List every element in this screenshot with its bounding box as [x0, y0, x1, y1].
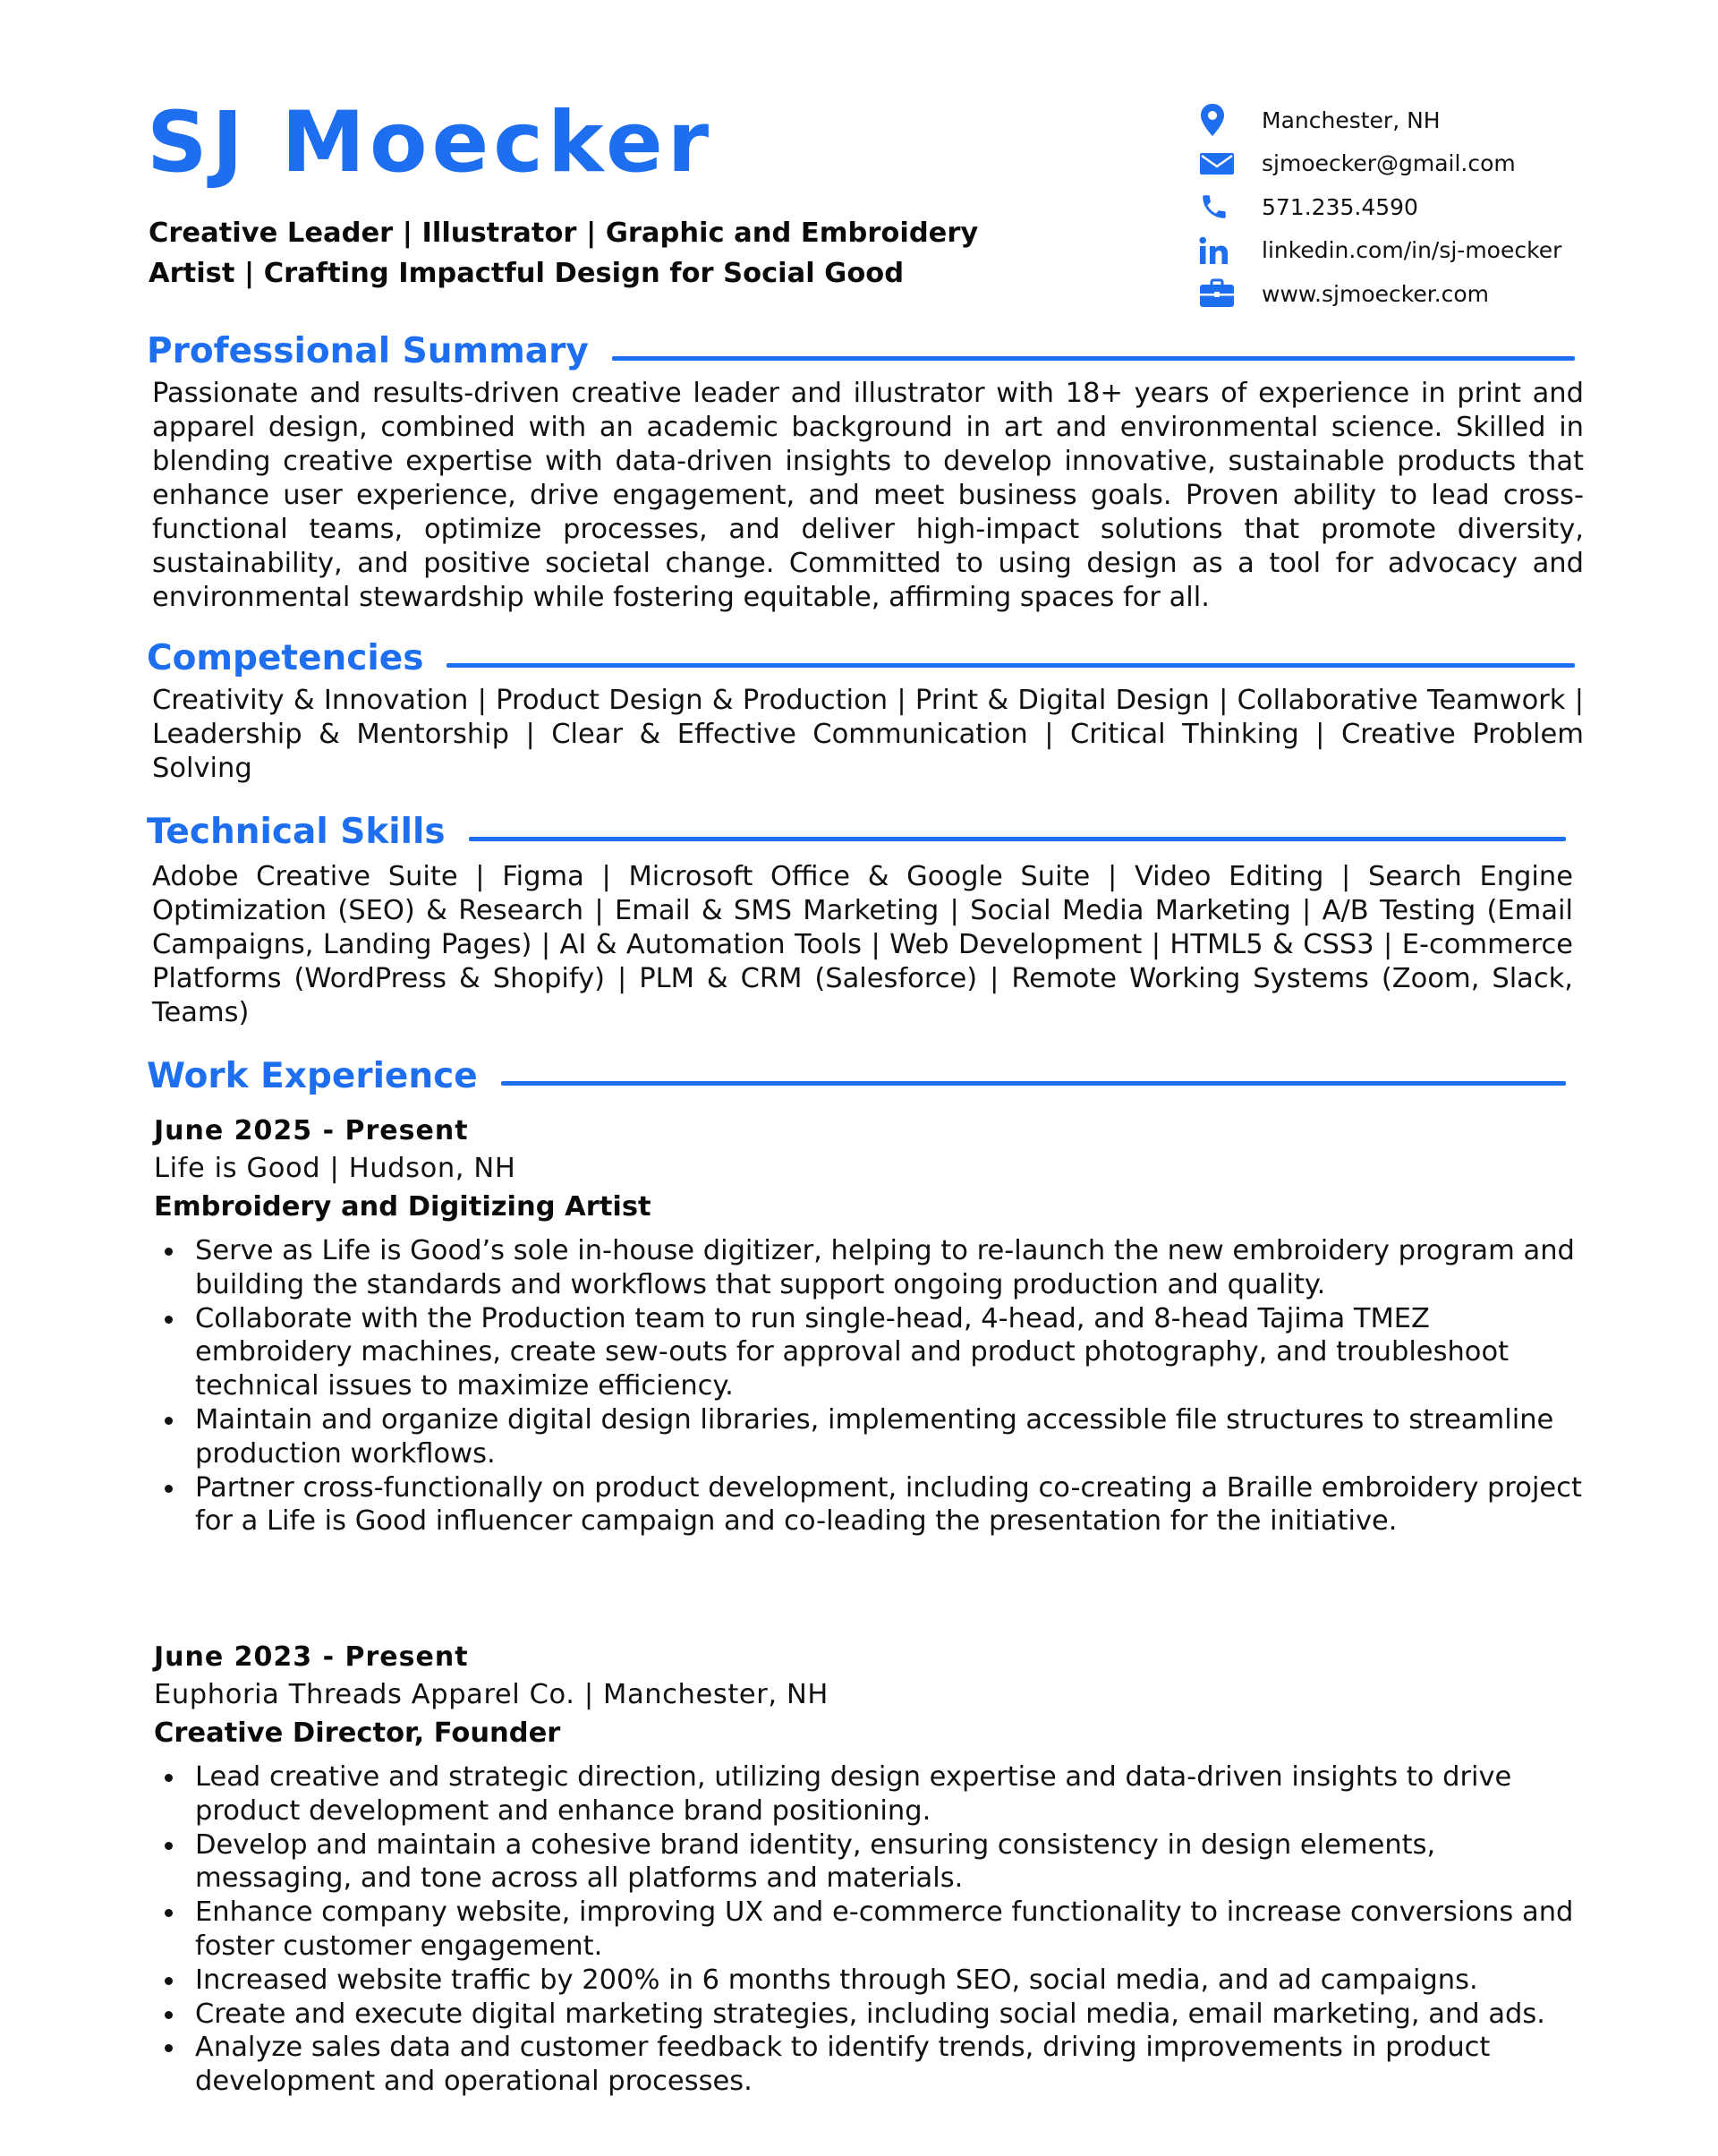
competencies-text: Creativity & Innovation | Product Design & Production | Print & Digital Design | Collaborative Teamwork | Leadership & Mentorship | Clear & Effective Communication | Critical Thinking | Creative Problem Solving [152, 685, 1584, 784]
contact-phone-text[interactable]: 571.235.4590 [1262, 193, 1418, 220]
bullet-item: Analyze sales data and customer feedback to identify trends, driving improvements in product development and operational processes. [154, 2031, 1586, 2099]
summary-section-header [147, 331, 1575, 371]
technical-skills-section-header [147, 812, 1566, 852]
summary-text: Passionate and results-driven creative leader and illustrator with 18+ years of experience in print and apparel design, combined with an academic background in art and environmental science. Skilled in blending creative expertise with data-driven insights to develop innovative, sustainable products that enhance user experience, drive engagement, and meet business goals. Proven ability to lead cross-functional teams, optimize processes, and deliver high-impact solutions that promote diversity, sustainability, and positive societal change. Committed to using design as a tool for advocacy and environmental stewardship while fostering equitable, affirming spaces for all. [152, 378, 1584, 613]
contact-email-text[interactable]: sjmoecker@gmail.com [1262, 150, 1516, 177]
headline-line-2: Artist | Crafting Impactful Design for Social Good [149, 258, 905, 289]
bullet-item: Maintain and organize digital design libraries, implementing accessible file structures to streamline production workflows. [154, 1403, 1586, 1471]
contact-email[interactable] [1199, 142, 1561, 186]
job-bullets [154, 1760, 1586, 2099]
contact-block [1199, 98, 1561, 316]
bullet-item: Enhance company website, improving UX and e-commerce functionality to increase conversions and foster customer engagement. [154, 1896, 1586, 1964]
section-divider [612, 356, 1575, 361]
technical-skills-title: Technical Skills [147, 812, 446, 852]
job-organization: Euphoria Threads Apparel Co. | Manchester, NH [154, 1679, 829, 1710]
job-entry [154, 1112, 1586, 1538]
phone-icon [1199, 190, 1237, 224]
contact-linkedin[interactable] [1199, 229, 1561, 273]
headline-line-1: Creative Leader | Illustrator | Graphic and Embroidery [149, 217, 979, 249]
resume-name: SJ Moecker [147, 94, 714, 192]
envelope-icon [1199, 147, 1237, 181]
job-organization: Life is Good | Hudson, NH [154, 1153, 516, 1184]
job-role: Embroidery and Digitizing Artist [154, 1191, 651, 1223]
bullet-item: Lead creative and strategic direction, utilizing design expertise and data-driven insights to drive product development and enhance brand positioning. [154, 1760, 1586, 1828]
contact-website-text[interactable]: www.sjmoecker.com [1262, 280, 1490, 307]
bullet-item: Create and execute digital marketing strategies, including social media, email marketing, and ads. [154, 1998, 1586, 2032]
work-section-header [147, 1056, 1566, 1096]
job-date: June 2023 - Present [154, 1641, 469, 1673]
contact-phone[interactable] [1199, 185, 1561, 229]
bullet-item: Serve as Life is Good’s sole in-house digitizer, helping to re-launch the new embroidery program and building the standards and workflows that support ongoing production and quality. [154, 1234, 1586, 1302]
technical-skills-text: Adobe Creative Suite | Figma | Microsoft Office & Google Suite | Video Editing | Search Engine Optimization (SEO) & Research | Email & SMS Marketing | Social Media Marketing | A/B Testing (Email Campaigns, Landing Pages) | AI & Automation Tools | Web Development | HTML5 & CSS3 | E-commerce Platforms (WordPress & Shopify) | PLM & CRM (Salesforce) | Remote Working Systems (Zoom, Slack, Teams) [152, 861, 1573, 1028]
section-divider [501, 1081, 1566, 1086]
summary-title: Professional Summary [147, 331, 589, 371]
bullet-item: Collaborate with the Production team to run single-head, 4-head, and 8-head Tajima TMEZ embroidery machines, create sew-outs for approval and product photography, and troubleshoot technical issues to maximize efficiency. [154, 1302, 1586, 1403]
work-title: Work Experience [147, 1056, 478, 1096]
bullet-item: Partner cross-functionally on product development, including co-creating a Braille embroidery project for a Life is Good influencer campaign and co-leading the presentation for the initiative. [154, 1471, 1586, 1539]
location-pin-icon [1199, 103, 1237, 137]
linkedin-icon [1199, 234, 1237, 268]
job-date: June 2025 - Present [154, 1115, 469, 1146]
contact-location-text: Manchester, NH [1262, 107, 1441, 133]
headline [149, 213, 1008, 294]
job-entry [154, 1639, 1586, 2099]
contact-linkedin-text[interactable]: linkedin.com/in/sj-moecker [1262, 237, 1562, 264]
contact-location [1199, 98, 1561, 142]
contact-website[interactable] [1199, 272, 1561, 316]
section-divider [447, 663, 1575, 668]
briefcase-icon [1199, 277, 1237, 311]
bullet-item: Develop and maintain a cohesive brand identity, ensuring consistency in design elements, messaging, and tone across all platforms and materials. [154, 1828, 1586, 1896]
job-bullets [154, 1234, 1586, 1538]
section-divider [469, 837, 1566, 841]
job-role: Creative Director, Founder [154, 1717, 561, 1749]
bullet-item: Increased website traffic by 200% in 6 months through SEO, social media, and ad campaigns. [154, 1964, 1586, 1998]
competencies-section-header [147, 638, 1575, 678]
competencies-title: Competencies [147, 638, 424, 678]
